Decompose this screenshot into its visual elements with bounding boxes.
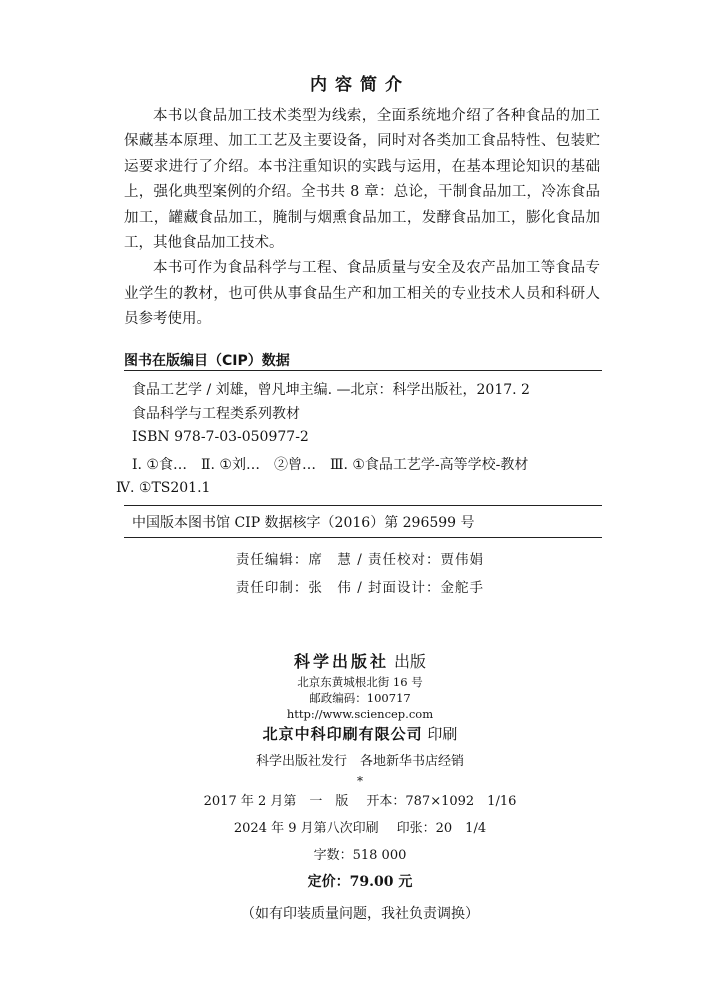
intro-paragraph-2: 本书可作为食品科学与工程、食品质量与安全及农产品加工等食品专业学生的教材，也可供从事食品生产和加工相关的专业技术人员和科研人员参考使用。 xyxy=(124,260,600,328)
publisher-website: http://www.sciencep.com xyxy=(286,707,434,721)
format-size: 开本：787×1092 1/16 xyxy=(366,794,517,809)
printing-line xyxy=(0,815,720,842)
separator-star: * xyxy=(357,774,363,788)
intro-text xyxy=(124,104,600,333)
cip-line-series: 食品科学与工程类系列教材 xyxy=(132,405,300,422)
cip-bottom-rule xyxy=(124,537,602,538)
quality-note: （如有印装质量问题，我社负责调换） xyxy=(241,906,479,922)
distribution-line: 科学出版社发行 各地新华书店经销 xyxy=(255,754,464,769)
cip-record xyxy=(116,379,602,501)
printing-date: 2024 年 9 月第八次印刷 xyxy=(233,821,379,836)
publisher-postcode: 邮政编码：100717 xyxy=(309,691,411,705)
cip-line-classification: Ⅰ. ①食… Ⅱ. ①刘… ②曾… Ⅲ. ①食品工艺学-高等学校-教材 xyxy=(132,456,529,473)
editor-line-2: 责任印制：张 伟 / 封面设计：金舵手 xyxy=(235,580,485,596)
intro-title: 内容简介 xyxy=(310,75,410,95)
edition-date: 2017 年 2 月第 一 版 xyxy=(203,794,349,809)
printed-sheets: 印张：20 1/4 xyxy=(396,821,487,836)
edition-line xyxy=(0,788,720,815)
intro-paragraph-1: 本书以食品加工技术类型为线索，全面系统地介绍了各种食品的加工保藏基本原理、加工工艺及主要设备，同时对各类加工食品特性、包装贮运要求进行了介绍。本书注重知识的实践与运用，在基本理论知识的基础上，强化典型案例的介绍。全书共 8 章：总论，干制食品加工，冷冻食品加工，罐藏食品加工，腌制与烟熏食品加工，发酵食品加工，膨化食品加工，其他食品加工技术。 xyxy=(124,108,600,252)
cip-heading: 图书在版编目（CIP）数据 xyxy=(124,353,290,369)
cip-mid-rule xyxy=(124,505,602,506)
publisher-logo-text: 科学出版社 xyxy=(293,652,389,671)
publisher-line xyxy=(0,650,720,674)
word-count: 字数：518 000 xyxy=(313,848,407,863)
responsibility-block xyxy=(0,546,720,602)
cip-line-classification-2: Ⅳ. ①TS201.1 xyxy=(116,480,211,496)
cip-verification: 中国版本图书馆 CIP 数据核字（2016）第 296599 号 xyxy=(132,515,475,531)
printer-name: 北京中科印刷有限公司 xyxy=(262,725,423,743)
printer-line xyxy=(0,722,720,746)
publisher-address: 北京东黄城根北街 16 号 xyxy=(297,675,423,689)
cip-line-title: 食品工艺学 / 刘雄，曾凡坤主编. —北京：科学出版社，2017. 2 xyxy=(132,382,530,398)
publisher-suffix: 出版 xyxy=(394,652,427,671)
editor-line-1: 责任编辑：席 慧 / 责任校对：贾伟娟 xyxy=(235,552,485,568)
cip-line-isbn: ISBN 978-7-03-050977-2 xyxy=(132,429,309,445)
publication-info xyxy=(0,650,720,929)
printer-suffix: 印刷 xyxy=(427,725,458,743)
price: 定价：79.00 元 xyxy=(307,874,413,890)
cip-top-rule xyxy=(124,370,602,371)
